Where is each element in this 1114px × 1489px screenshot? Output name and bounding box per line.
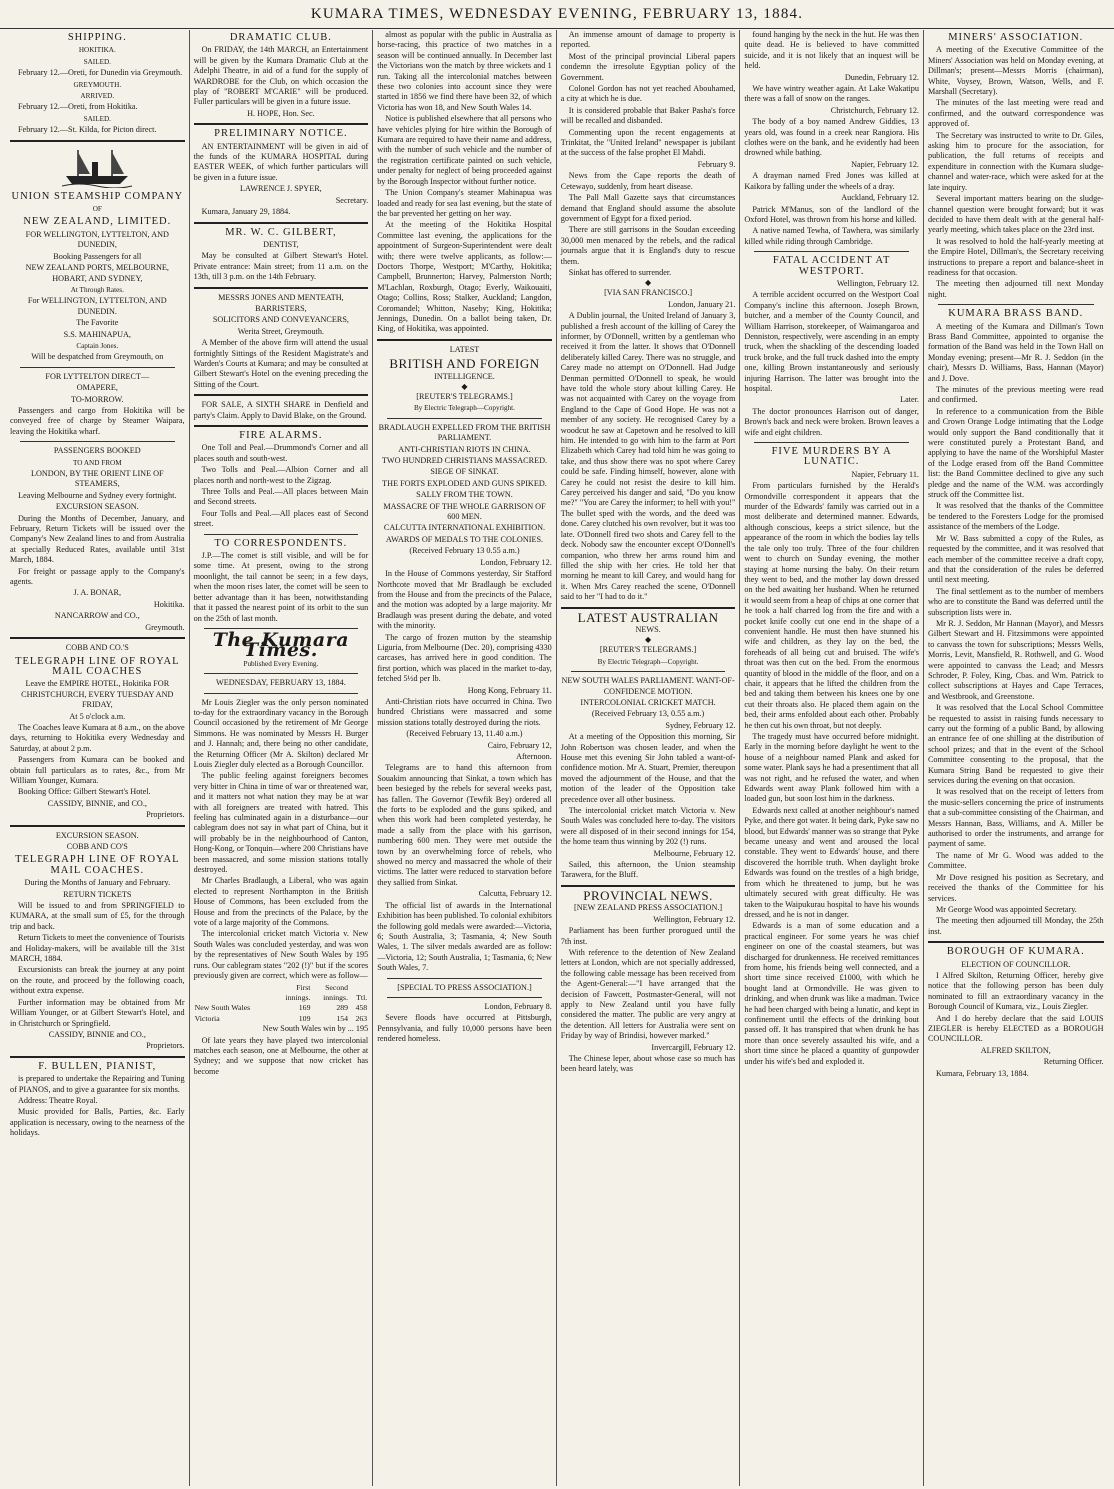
col4-p10: A Dublin journal, the United Ireland of January 3, published a fresh account of the killing of Carey the informer, by O'Donnell, written by a gentleman who received it from the latter. It shows that O'Donnell deliberately killed Carey. There was no struggle, and Carey made no attempt on O'Donnell. Had Judge Denman permitted O'Donnell to speak, he would have told the whole story about killing Carey. He was not acquainted with Carey on the voyage from England to the Cape of Good Hope. He was not a member of any society. He recognised Carey by a woodcut he saw at Capetown and he resolved to kill him. He intended to go with him to the farm at Port Elizabeth which Carey had told him he was going to take, and thus show there was no spot where Carey could be safe. Finding himself, however, alone with Carey he could not resist the desire to kill him. Carey perceived his danger and said, "Do you know me?" "You are Carey the informer; to hell with you!" The bullet sped with the words, and the deed was done. Carey clutched his own revolver, but it was too late. O'Donnell fired two shots and Carey fell to the deck. Nobody saw the encounter except O'Donnell's companion, who threw her arms round him and filled the ship with her cries. He told her that morning he meant to kill Carey, and would hang for it. When Mrs Carey reached the scene, O'Donnell said to her "I had to do it." [560,311,736,602]
divider [204,693,359,694]
headline-7: MASSACRE OF THE WHOLE GARRISON OF 600 MEN. [383,501,546,522]
table-cell: 458 [355,1003,368,1013]
cricket-headline: INTERCOLONIAL CRICKET MATCH. [580,697,716,707]
col6-p21: And I do hereby declare that the said LOUIS ZIEGLER is hereby ELECTED as a BOROUGH COUNCILLOR. [927,1013,1104,1044]
divider [194,123,369,125]
col5-p11: Edwards next called at another neighbour's named Pyke, and there got water. It being dark, Pyke saw no blood, but Edwards' manner was so strange that Pyke became uneasy and went and aroused the local constable. They went to Edwards' house, and there discovered the horrible truth. When daylight broke Edwards was found on the trestles of a high bridge, from which he threatened to jump, but he was ultimately secured with great difficulty. He was taken to the Waipukurau hospital to have his wounds dressed, and he is not in danger. [744,805,919,919]
for-sale: FOR SALE, A SIXTH SHARE in Denfield and party's Claim. Apply to David Blake, on the Ground. [193,400,369,420]
col6-p5: It was resolved to hold the half-yearly meeting at the Empire Hotel, Dillman's, the Secretary receiving instructions to prepare a report and balance-sheet in readiness for that occasion. [927,236,1104,277]
fire-3: Three Tolls and Peal.—All places between Main and Second streets. [193,487,369,507]
nz-ports: NEW ZEALAND PORTS, MELBOURNE, HOBART, AND SYDNEY, [25,263,169,283]
col5-p5: Patrick M'Manus, son of the landlord of the Oxford Hotel, was thrown from his horse and killed. [744,204,919,224]
divider [377,339,552,341]
divider [561,607,736,609]
received-3: (Received February 13, 0.55 a.m.) [591,709,705,719]
divider [194,425,369,427]
divider [928,941,1104,943]
fire-1: One Toll and Peal.—Drummond's Corner and all places south and south-west. [193,443,369,463]
col6-p12: The final settlement as to the number of members who are to constitute the Band was deferred until the subscription lists were in. [927,586,1104,617]
col3-p8: Telegrams are to hand this afternoon from Souakim announcing that Sinkat, a town which has been besieged by the rebels for several weeks past, has fallen. The Governor (Tewfik Bey) ordered all the forts to be exploded and the guns spiked, and when this work had been completed yesterday, he made a sally from the place with his garrison, numbering 600 men. They were met outside the town by an overwhelming force of rebels, who showed no mercy and massacred the whole of their victims. The latter were reduced to starvation before they sallied from Sinkat. [377,763,552,887]
col4-p16: The Chinese leper, about whose case so much has been heard lately, was [560,1053,736,1074]
col6-p10: It was resolved that the thanks of the Committee be tendered to the Foresters Lodge for the promised assistance of the members of the Lodge. [927,501,1104,532]
col3-p2: Notice is published elsewhere that all persons who have vehicles plying for hire within the Borough of Kumara are required to have their name and address, with the number of such vehicle and the number of the registration certificate painted on such vehicle, under penalty for neglect of being proceeded against by the Borough Inspector without further notice. [377,114,552,186]
hokitika-sailed: February 12.—Oreti, for Dunedin via Greymouth. [18,68,183,78]
sydney-dateline: Sydney, February 12. [665,720,736,730]
dunedin-dateline: Dunedin, February 12. [844,72,919,82]
passengers-booked: PASSENGERS BOOKED [53,446,141,456]
sailed-label-2: SAILED. [83,114,111,123]
leave-empire: Leave the EMPIRE HOTEL, Hokitika FOR CHRISTCHURCH, EVERY TUESDAY AND FRIDAY, [21,679,174,710]
five-murders-heading: FIVE MURDERS BY A LUNATIC. [771,446,892,468]
barristers: BARRISTERS, [255,303,307,313]
greymouth-arrived: February 12.—Oreti, from Hokitika. [18,102,138,112]
editorial-p3: Mr Charles Bradlaugh, a Liberal, who was again elected to represent Northampton in the British House of Commons, has been excluded from the House and from the precincts of the Palace, by the vote of a large majority of the Commons. [193,876,369,928]
return-valid: Return Tickets to meet the convenience of Tourists and Holiday-makers, will be available till the 31st MARCH, 1884. [10,933,185,964]
invercargill-dateline: Invercargill, February 12. [651,1042,736,1052]
table-header: innings. [323,992,349,1002]
received-1: (Received February 13 0.55 a.m.) [409,546,520,556]
british-foreign-heading: BRITISH AND FOREIGN [389,356,540,372]
col4-p4: It is considered probable that Baker Pasha's force will be recalled and disbanded. [560,105,736,126]
divider [204,534,359,535]
arrived-label: ARRIVED. [80,92,115,101]
london-dateline-2: London, February 8. [484,1001,552,1011]
nzpa-label: [NEW ZEALAND PRESS ASSOCIATION.] [574,903,723,913]
divider [10,1056,185,1058]
by-electric: By Electric Telegraph—Copyright. [414,404,515,413]
london-orient: LONDON, BY THE ORIENT LINE OF STEAMERS, [30,469,164,489]
london-dateline-3: London, January 21. [668,299,736,309]
col6-p4: Several important matters bearing on the sludge-channel question were brought forward; but it was decided to have them dealt with at the general half-yearly meeting, which takes place on the 23rd inst. [927,194,1104,235]
col3-p5: In the House of Commons yesterday, Sir Stafford Northcote moved that Mr Bradlaugh be excluded from the House and from the precincts of the Palace, and the motion was adopted by a large majority. Mr Bradlaugh was present during the debate, and voted with the minority. [377,569,552,631]
col5-p4: A drayman named Fred Jones was killed at Kaikora by falling under the wheels of a dray. [744,171,919,191]
editorial-date: WEDNESDAY, FEBRUARY 13, 1884. [215,678,346,688]
ship-name: S.S. MAHINAPUA, [63,329,131,339]
dramatic-text: On FRIDAY, the 14th MARCH, an Entertainment will be given by the Kumara Dramatic Club at the Adelphi Theatre, in aid of a fund for the supply of WARDROBE for the Club, on which occasion the play of "ROBERT M'CARIE" will be produced. Fuller particulars will be given in a future issue. [193,45,369,107]
table-row [194,1014,369,1024]
table-header: Second [325,982,349,992]
gilbert-heading: MR. W. C. GILBERT, [225,226,337,238]
bonar-location: Hokitika. [153,599,185,609]
col5-p10: The tragedy must have occurred before midnight. Early in the morning before daylight he went to the house of a neighbour named Plank and asked for some water. Plank says he had a presentiment that all was not right, and he refused the water, and when Edwards went away Plank followed him with a loaded gun, but soon lost him in the darkness. [744,732,919,804]
shipping-heading: SHIPPING. [67,32,127,43]
table-cell: Victoria [194,1013,220,1023]
reuter-label: [REUTER'S TELEGRAMS.] [416,392,513,401]
union-of: OF [92,205,102,214]
werita-street: Werita Street, Greymouth. [237,326,324,336]
col5-p12: Edwards is a man of some education and a practical engineer. For some years he was chief engineer on one of the coastal steamers, but was discharged for drunkenness. He received remittances from home, his friends being well connected, and a short time since received £1000, with which he bought land at Ormondville. He was given to drinking, and when drunk was like a madman. Twice he had been charged with being a lunatic, and kept in confinement until the effects of the drinking bout passed off. It has transpired that when drunk he has more than once severely assaulted his wife, and a short time since he placed a quantity of gunpowder under his wife's bed and exploded it. [744,921,919,1066]
election-heading: ELECTION OF COUNCILLOR. [961,959,1071,969]
captain: Captain Jones. [76,341,119,350]
divider [20,441,175,442]
steamship-icon [62,146,132,188]
at-five: At 5 o'clock a.m. [69,711,126,721]
col4-p3: Colonel Gordon has not yet reached Abouhamed, a city at which he is due. [560,84,736,104]
table-cell: 169 [298,1003,311,1013]
divider [571,671,726,672]
col4-p14: Parliament has been further prorogued until the 7th inst. [560,926,736,946]
column-4 [557,30,741,1486]
headline-8: CALCUTTA INTERNATIONAL EXHIBITION. [383,523,546,533]
cricket-table [194,983,369,1025]
col5-p9: From particulars furnished by the Herald's Ormondville correspondent it appears that the murder of the Edwards' family was carried out in a most deliberate and determined manner. Edwards, although conscious, keeps a strict silence, but the appearance of the room in which the bodies lay tells the tale only too truly. Three of the four children went to church on Sunday evening, the mother staying at home nursing the baby. On their return they went to bed, and the mother lay down dressed on the bed awaiting her husband. When he returned it would seem from a heap of chips at one corner that he took a half charred log from the fire and with a pocket knife coolly cut one end in the shape of a convenient handle. He must then have stunned his wife and children, as they lay on the bed, the foreheads of all being cut and bruised. The wife's throat was then cut on the bed. From the enormous quantity of blood in the middle of the floor, and on a chair, it appears that he lifted the children from the bed and taking them between his knees one by one cut their throats also. He placed them again on the bed, their arms enfolded about each other. Probably he then cut his own throat, but not deeply. [744,481,919,730]
table-cell: New South Wales [194,1003,251,1013]
divider [387,418,542,419]
col6-p14: It was resolved that the Local School Committee be requested to assist in raising funds necessary to carry out the forming of a public Band, by allowing an entrance fee of one shilling at the distribution of school prizes; and that in the event of the School Committee consenting to the proposal, that the Kumara String Band be requested to give their services during the evening on that occasion. [927,703,1104,786]
jones-text: A Member of the above firm will attend the usual fortnightly Sittings of the Resident Magistrate's and Warden's Courts at Kumara; and may be consulted at Gilbert Stewart's Hotel on the evening preceding the Sitting of the Court. [193,338,369,389]
solicitors: SOLICITORS AND CONVEYANCERS, [212,315,349,325]
to-and-from: TO AND FROM [73,458,122,467]
for-wellington: FOR WELLINGTON, LYTTELTON, AND DUNEDIN, [25,229,169,250]
despatched-text: Will be despatched from Greymouth, on [31,352,164,362]
col3-p9: The official list of awards in the International Exhibition has been published. To colonial exhibitors the following gold medals were awarded:—Victoria, 6; South Australia, 3; Tasmania, 4; New South Wales, 1. The silver medals awarded are as follow:—Victoria, 12; South Australia, 1; Tasmania, 6; New South Wales, 7. [377,900,552,973]
headline-5: THE FORTS EXPLODED AND GUNS SPIKED. [382,478,547,488]
col6-p19: The meeting then adjourned till Monday, the 25th inst. [927,916,1104,936]
col4-p8: There are still garrisons in the Soudan exceeding 30,000 men menaced by the rebels, and the radical journals argue that it is England's duty to rescue them. [560,225,736,266]
table-cell: 289 [336,1003,349,1013]
brass-band-heading: KUMARA BRASS BAND. [948,308,1084,320]
divider [20,367,175,368]
table-cell: 263 [355,1013,368,1023]
later-label: Later. [900,395,919,405]
fire-4: Four Tolls and Peal.—All places east of Second street. [193,508,369,529]
divider [204,673,359,674]
cairo-dateline: Cairo, February 12, [487,740,552,750]
col3-p7: Anti-Christian riots have occurred in China. Two hundred Christians were massacred and some mission stations totally destroyed during the riots. [377,696,552,727]
divider [194,394,369,396]
bullen-address: Address: Theatre Royal. [18,1095,98,1105]
table-cell: 154 [336,1013,349,1023]
skilton-date: Kumara, February 13, 1884. [935,1068,1029,1078]
skilton-signature: ALFRED SKILTON, [980,1045,1051,1055]
proprietors: Proprietors. [146,810,185,820]
divider [387,997,542,998]
col6-p18: Mr George Wood was appointed Secretary. [935,904,1077,914]
nancarrow-location: Greymouth. [145,622,185,632]
union-nz: NEW ZEALAND, LIMITED. [23,216,172,228]
leaving-text: Leaving Melbourne and Sydney every fortnight. [18,490,177,500]
dramatic-heading: DRAMATIC CLUB. [229,32,332,43]
headline-9: AWARDS OF MEDALS TO THE COLONIES. [385,534,544,544]
cassidy-2: CASSIDY, BINNIE and CO., [48,1029,146,1039]
col6-p20: I Alfred Skilton, Returning Officer, hereby give notice that the following person has been duly nominated to fill an extraordinary vacancy in the Borough Council of Kumara, viz., Louis Ziegler. [927,970,1104,1012]
col5-p6: A native named Tewha, of Tawhera, was similarly killed while riding through Cambridge. [744,226,919,246]
omapere: OMAPERE, [76,383,118,393]
freight-text: For freight or passage apply to the Company's agents. [10,566,185,587]
headline-2: ANTI-CHRISTIAN RIOTS IN CHINA. [398,444,531,454]
table-header: First [296,982,311,992]
return-text: Will be issued to and from SPRINGFIELD to KUMARA, at the small sum of £5, for the through trip and back. [10,901,185,931]
christchurch-dateline: Christchurch, February 12. [830,105,919,115]
feb9-dateline: February 9. [697,159,736,169]
col4-p5: Commenting upon the recent engagements at Trinkitat, the "United Ireland" newspaper is jubilant at the success of the false prophet El Mahdi. [560,127,736,158]
col6-p17: Mr Dove resigned his position as Secretary, and received the thanks of the Committee for his services. [927,872,1104,903]
col6-p16: The name of Mr G. Wood was added to the Committee. [927,850,1104,871]
headline-1: BRADLAUGH EXPELLED FROM THE BRITISH PARLIAMENT. [378,422,551,443]
jones-heading: MESSRS JONES AND MENTEATH, [218,292,344,302]
booking-office: Booking Office: Gilbert Stewart's Hotel. [18,787,151,797]
col4-p1: An immense amount of damage to property is reported. [560,30,736,50]
afternoon-label: Afternoon. [516,752,552,761]
divider [10,825,185,827]
col3-p3: The Union Company's steamer Mahinapua was loaded and ready for sea last evening, but the state of the bar prevented her getting on her way. [377,188,552,218]
returning-officer: Returning Officer. [1043,1057,1104,1067]
col6-p3: The Secretary was instructed to write to Dr. Giles, asking him to procure for the association, for publication, the full returns of receipts and expenditure in connection with the Kumara sludge-channel and water-race, which were asked for at the late inquiry. [927,130,1104,192]
headline-3: TWO HUNDRED CHRISTIANS MASSACRED. [381,456,548,466]
favorite-text: The Favorite [76,318,119,328]
fire-2: Two Tolls and Peal.—Albion Corner and all places north and north-west to the Zigzag. [193,465,369,485]
excursion-text: During the Months of December, January, and February, Return Tickets will be issued over the Company's New Zealand lines to and from Australia at specially Reduced Rates, available until 31st March, 1884. [10,513,185,565]
passengers-kumara: Passengers from Kumara can be booked and obtain full particulars as to rates, &c., from Mr William Younger, Kumara. [10,755,185,785]
borough-heading: BOROUGH OF KUMARA. [946,946,1085,958]
col5-p3: The body of a boy named Andrew Giddies, 13 years old, was found in a creek near Rangiora. His clothes were on the bank, and he evidently had been drowned while bathing. [744,117,919,158]
received-2: (Received February 13, 11.40 a.m.) [406,729,523,739]
column-5 [740,30,924,1486]
col6-p15: It was resolved that on the receipt of letters from the music-sellers concerning the price of instruments that a sub-committee consisting of the Chairman, and Messrs Hannan, Bass, Williams, and A. Miller be authorised to order the instruments, and arrange for payment of same. [927,787,1104,849]
nancarrow: NANCARROW and CO., [54,611,140,621]
col6-p7: A meeting of the Kumara and Dillman's Town Brass Band Committee, appointed to organise the formation of the Band was held in the Town Hall on Monday evening; present—Mr R. J. Seddon (in the chair), Messrs D. Williams, Bass, Hannan (Mayor) and J. Dove. [927,321,1104,383]
col6-p9: In reference to a communication from the Bible and Crown Orange Lodge intimating that the Lodge would only support the Band conditionally that it were constituted purely a Protestant Band, and applying to have the name of the Worshipful Master of the Lodge erased from off the Band Committee list: the Band Committee declined to give any such pledge and the name of the W.M. was accordingly struck off the Committee list. [927,406,1104,500]
bullen-title: F. BULLEN, PIANIST, [38,1060,157,1072]
col4-p15: With reference to the detention of New Zealand letters at London, which are not specially addressed, the following cable message has been received from the Agent-General:—"I have arranged that the decision of Fawcett, Postmaster-General, will not apply to New Zealand until you have fully considered the matter. The public are very angry at the detention. All letters for Australia were sent on Friday by way of Brindisi, however marked." [560,947,736,1041]
editorial-p6: Of late years they have played two intercolonial matches each season, one at Melbourne, the other at Sydney; and we suppose that now cricket has become [193,1035,369,1076]
calcutta-dateline: Calcutta, February 12. [478,889,552,899]
bullen-music: Music provided for Balls, Parties, &c. Early application is necessary, owing to the nearness of the holidays. [10,1107,185,1138]
editorial-p4: The intercolonial cricket match Victoria v. New South Wales was concluded yesterday, and was won by the representatives of New South Wales by 195 runs. Our cablegram states "202 (!)" but if the scores previously given are correct, which were as follow— [193,929,369,981]
divider [938,304,1094,305]
col4-p12: The intercolonial cricket match Victoria v. New South Wales was concluded here to-day. The visitors were all disposed of in their second innings for 154, the home team thus winning by 202 (!) runs. [560,806,736,847]
special-label: [SPECIAL TO PRESS ASSOCIATION.] [397,982,532,992]
proprietors-2: Proprietors. [146,1041,185,1051]
divider [754,442,909,443]
london-dateline: London, February 12. [480,557,552,567]
napier-dateline-2: Napier, February 11. [851,469,919,479]
headline-6: SALLY FROM THE TOWN. [416,490,513,500]
for-wellington-2: For WELLINGTON, LYTTELTON, AND DUNEDIN. [27,296,167,316]
wellington-dateline: Wellington, February 12. [653,914,736,924]
col5-p8: The doctor pronounces Harrison out of danger, Brown's back and neck were broken. Brown leaves a wife and eight children. [744,406,919,437]
table-cell: 109 [298,1013,311,1023]
divider [10,140,185,142]
editorial-p5: New South Wales win by ... 195 [262,1024,369,1034]
miners-heading: MINERS' ASSOCIATION. [948,32,1084,43]
auckland-dateline: Auckland, February 12. [841,193,919,203]
union-steamship-title: UNION STEAMSHIP COMPANY [11,190,184,202]
headline-4: SIEGE OF SINKAT. [430,467,499,477]
napier-dateline: Napier, February 12. [851,159,919,169]
hope-signature: H. HOPE, Hon. Sec. [247,108,315,118]
column-2 [190,30,374,1486]
provincial-heading: PROVINCIAL NEWS. [583,887,713,903]
column-3 [373,30,557,1486]
table-row [194,993,369,1003]
col3-p6: The cargo of frozen mutton by the steamship Liguria, from Melbourne (Dec. 20), comprising 4330 carcases, has arrived here in good condition. The first portion, which was placed in the market to-day, fetched 5½d per lb. [377,632,552,684]
excursion-heading: EXCURSION SEASON. [55,502,139,512]
col6-p13: Mr R. J. Seddon, Mr Hannan (Mayor), and Messrs Gilbert Stewart and H. Fitzsimmons were appointed to canvass the town for subscriptions; Messrs Wells, Morris, Levit, Mansfield, R. Rothwell, and G. Wood were appointed to canvass the Lead; and Messrs Schroder, P. Foley, King, Cbas. and Wm. Patrick to collect subscriptions at Hayes and Cape Terraces, and Westbrook, and Greenstone. [927,618,1104,701]
published-line: Published Every Evening. [243,659,319,668]
kumara-date: Kumara, January 29, 1884. [201,207,291,217]
table-header: innings. [285,992,311,1002]
bonar: J. A. BONAR, [73,588,122,598]
excursion-heading-2: EXCURSION SEASON. [55,830,139,840]
bullen-text: is prepared to undertake the Repairing and Tuning of PIANOS, and to give a guarantee for six months. [10,1074,185,1094]
intelligence-label: INTELLIGENCE. [434,371,495,381]
greymouth-heading: GREYMOUTH. [73,80,122,89]
col4-p9: Sinkat has offered to surrender. [568,267,672,277]
return-tickets: RETURN TICKETS [63,889,132,899]
col4-p2: Most of the principal provincial Liberal papers condemn the irresolute Egyptian policy of the Government. [560,51,736,82]
greymouth-sailed: February 12.—St. Kilda, for Picton direct. [18,125,157,135]
col3-p4: At the meeting of the Hokitika Hospital Committee last evening, the applications for the appointment of Surgeon-Superintendent were dealt with; there were twelve applicants, as follow:—Doctors Thorpe, Westport; M'Carthy, Hokitika; Campbell, Brunnerton; Harvey, Palmerston North; M'Lachlan, Roxburgh, Otago; Everly, Waikouaiti, Otago; Collins, Ross; Stalker, Auckland; Langdon, Coromandel; Whitton, Naseby; King, Hokitika; Jennings, Dunedin. On a ballot being taken, Dr. King, of Hokitika, was appointed. [377,220,552,334]
col6-p1: A meeting of the Executive Committee of the Miners' Association was held on Monday evening, at Dillman's; present—Messrs Morris (chairman), White, Voysey, Brown, Watson, Wells, and F. Marshall (Secretary). [927,45,1104,97]
cassidy: CASSIDY, BINNIE, and CO., [47,798,147,808]
prelim-text: AN ENTERTAINMENT will be given in aid of the funds of the KUMARA HOSPITAL during EASTER WEEK, of which further particulars will be given in a future issue. [193,141,369,182]
editorial-p1: Mr Louis Ziegler was the only person nominated to-day for the extraordinary vacancy in the Borough Council occasioned by the retirement of Mr George Simmons. He was nominated by Messrs H. Burger and J. Hannah; and, there being no other candidate, the Returning Officer (Mr A. Skilton) declared Mr Louis Ziegler duly elected as a Borough Councillor. [193,697,369,769]
coaches-leave: The Coaches leave Kumara at 8 a.m., on the above days, returning to Hokitika every Wednesday and Saturday, at about 2 p.m. [10,722,185,753]
for-lyttelton: FOR LYTTELTON DIRECT— [45,371,150,381]
col3-p10: Severe floods have occurred at Pittsburgh, Pennsylvania, and fully 10,000 persons have been rendered homeless. [377,1013,552,1044]
divider [194,287,369,289]
sailed-label: SAILED. [83,57,111,66]
correspondents-heading: TO CORRESPONDENTS. [214,537,348,549]
col6-p11: Mr W. Bass submitted a copy of the Rules, as requested by the committee, and it was resolved that each member of the committee receive a draft copy, and that the consideration of the rules be deferred until next meeting. [927,533,1104,585]
further-info: Further information may be obtained from Mr William Younger, or at Gilbert Stewart's Hotel, and in Christchurch or Springfield. [10,997,185,1028]
melbourne-dateline: Melbourne, February 12. [653,848,736,858]
col6-p2: The minutes of the last meeting were read and confirmed, and the outward correspondence was approved of. [927,98,1104,129]
table-header: Ttl. [356,992,368,1002]
booking-text: Booking Passengers for all [53,251,142,261]
divider [10,637,185,639]
ornament-icon: ◆ [645,635,652,645]
col4-p11: At a meeting of the Opposition this morning, Sir John Robertson was chosen leader, and when the House met this evening Sir John tabled a want-of-confidence motion. Mr A. Stuart, Premier, thereupon moved the adjournment of the House, and that the motion of the leader of the Opposition take precedence over all other business. [560,732,736,804]
wellington-dateline-2: Wellington, February 12. [836,278,919,288]
column-6 [924,30,1108,1486]
table-row [194,983,369,993]
col4-p6: News from the Cape reports the death of Cetewayo, suddenly, from heart disease. [560,171,736,191]
secretary: Secretary. [335,195,369,205]
masthead: KUMARA TIMES, WEDNESDAY EVENING, FEBRUARY 13, 1884. [0,2,1114,29]
prelim-heading: PRELIMINARY NOTICE. [214,128,348,140]
ornament-icon: ◆ [645,278,652,288]
passengers-cargo: Passengers and cargo from Hokitika will be conveyed free of charge by Steamer Waipara, leaving the Hokitika wharf. [10,405,185,436]
column-1 [6,30,190,1486]
divider [754,251,909,252]
tomorrow: TO-MORROW. [71,394,124,404]
divider [387,978,542,979]
fire-heading: FIRE ALARMS. [239,430,323,441]
col4-p13: Sailed, this afternoon, the Union steamship Tarawera, for the Bluff. [560,860,736,880]
telegraph-line-2: TELEGRAPH LINE OF ROYAL MAIL COACHES. [15,854,180,876]
kumara-times-logo: The Kumara Times. [212,628,350,662]
table-row [194,1003,369,1013]
via-label: [VIA SAN FRANCISCO.] [604,288,693,298]
news-label: NEWS. [635,624,661,634]
col4-p7: The Pall Mall Gazette says that circumstances demand that England should assume the absolute government of Egypt for a fixed period. [560,193,736,223]
nsw-headline: NEW SOUTH WALES PARLIAMENT. WANT-OF-CONFIDENCE MOTION. [561,676,735,696]
latest-australian-heading: LATEST AUSTRALIAN [577,609,719,625]
fatal-heading: FATAL ACCIDENT AT WESTPORT. [772,255,891,277]
ornament-icon: ◆ [461,382,468,391]
col3-p1: almost as popular with the public in Australia as horse-racing, this practice of two matches in a season will be continued annually. In December last the Victorians won the match by three wickets and 1 run. Taking all the intercolonial matches between these two colonies into account since they were started in 1856 we find there have been 32, of which Victoria has won 18, and New South Wales 14. [377,30,552,112]
cobb-title-2: COBB AND CO'S [66,842,128,851]
gilbert-text: May be consulted at Gilbert Stewart's Hotel. Private entrance: Main street; from 11 a.m. on the 13th, till 3 p.m. on the 14th February. [193,251,369,282]
divider [194,222,369,224]
columns [6,30,1108,1486]
cobb-title: COBB AND CO.'S [65,643,129,653]
hongkong-dateline: Hong Kong, February 11. [467,685,552,695]
by-electric-2: By Electric Telegraph—Copyright. [597,657,699,666]
excursionists: Excursionists can break the journey at any point on the route, and proceed by the following coach, without extra expense. [10,965,185,996]
col6-p6: The meeting then adjourned till next Monday night. [927,279,1104,299]
hokitika-heading: HOKITIKA. [78,46,116,55]
divider [561,885,736,887]
dentist: DENTIST, [263,239,299,249]
telegraph-line: TELEGRAPH LINE OF ROYAL MAIL COACHES [15,655,180,677]
col5-p2: We have wintry weather again. At Lake Wakatipu there was a fall of snow on the ranges. [744,84,919,104]
spyer: LAWRENCE J. SPYER, [240,184,322,194]
correspondents-text: J.P.—The comet is still visible, and will be for some time. At present, owing to the strong moonlight, the tail cannot be seen; in a few days, when the moon rises later, the comet will be seen to better advantage than it has been, notwithstanding that it passed the nearest point of its orbit to the sun on the 25th of last month. [193,551,369,623]
col6-p8: The minutes of the previous meeting were read and confirmed. [927,385,1104,405]
col5-p1: found hanging by the neck in the hut. He was then quite dead. He is believed to have committed suicide, and it is not likely that an inquest will be held. [744,30,919,71]
during-text: During the Months of January and February. [24,878,171,888]
through-rates: At Through Rates. [70,285,124,294]
reuter-label-2: [REUTER'S TELEGRAMS.] [599,645,697,655]
latest-label: LATEST [449,344,480,354]
col5-p7: A terrible accident occurred on the Westport Coal Company's incline this afternoon. Joseph Brown, butcher, and a member of the County Council, and William Harrison, storekeeper, of Waimangaroa and Denniston, respectively, were ascending in an empty truck, when the shackling of the descending loaded truck broke, and the full truck dashed into the empty one, killing Brown instantaneously and seriously injuring Harrison. The latter was brought into the hospital. [744,290,919,393]
editorial-p2: The public feeling against foreigners becomes very bitter in China in time of war or threatened war, and it matters not what nation they may be at war with all foreigners are treated with hatred. This feeling has culminated again in a disturbance—our cablegram does not say in what part of China, but it will probably be in the neighbourhood of Canton, Hong-Kong, or Tonquin—where 200 Christians have been massacred, and some mission stations totally destroyed. [193,771,369,875]
